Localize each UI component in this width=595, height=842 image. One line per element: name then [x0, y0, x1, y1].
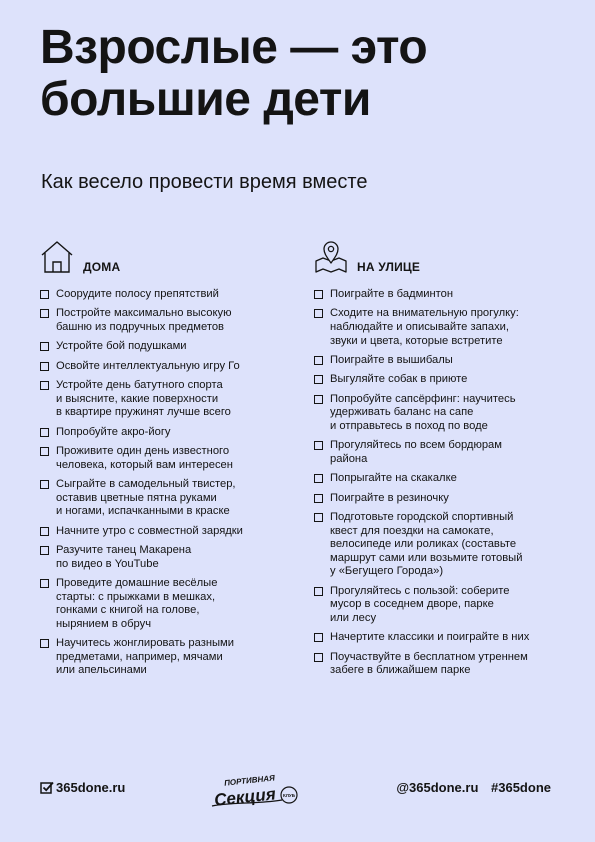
checklist-item-text: Соорудите полосу препятствий — [56, 288, 219, 300]
checklist-item-text: Начните утро с совместной зарядки — [56, 524, 243, 537]
checkbox[interactable] — [40, 546, 49, 555]
checklist-item-text: Устройте день батутного спорта и выясните, какие поверхности в квартире пружинят лучше всего — [56, 379, 231, 419]
checklist-item-text: Поиграйте в вышибалы — [330, 353, 453, 366]
column-title-outside: НА УЛИЦЕ — [357, 260, 421, 274]
column-home — [40, 240, 280, 684]
checkbox[interactable] — [314, 474, 323, 483]
checklist-item — [314, 288, 554, 302]
social-links — [396, 780, 551, 795]
map-pin-icon — [314, 240, 348, 274]
checkbox[interactable] — [40, 527, 49, 536]
checklist-item-text: Выгуляйте собак в приюте — [330, 373, 468, 386]
checkbox[interactable] — [314, 395, 323, 404]
checkbox[interactable] — [314, 587, 323, 596]
checklist-item-text: Попробуйте сапсёрфинг: научитесь удерживать баланс на сапе и отправьтесь в поход по воде — [330, 392, 516, 432]
checkbox[interactable] — [40, 480, 49, 489]
checklist-item — [314, 472, 554, 486]
checkbox[interactable] — [40, 639, 49, 648]
checklist-item-text: Поиграйте в резиночку — [330, 491, 449, 504]
checklist-item-text: Прогуляйтесь по всем бордюрам района — [330, 439, 502, 465]
checklist-item — [314, 373, 554, 387]
checkbox[interactable] — [314, 356, 323, 365]
checklist-item-text: Научитесь жонглировать разными предметами, например, мячами или апельсинами — [56, 637, 234, 677]
checkbox[interactable] — [314, 441, 323, 450]
checkbox[interactable] — [40, 428, 49, 437]
checkbox[interactable] — [314, 653, 323, 662]
checklist-item — [314, 651, 554, 678]
title-line-2: большие дети — [40, 73, 371, 126]
column-header-outside — [314, 240, 554, 288]
checklist-item-text: Попробуйте акро-йогу — [56, 425, 171, 438]
site-link[interactable] — [40, 780, 125, 795]
checklist-item-text: Попрыгайте на скакалке — [330, 472, 457, 485]
checklist-item-text: Постройте максимально высокую башню из подручных предметов — [56, 307, 232, 333]
site-link-text: 365done.ru — [56, 780, 126, 795]
checkbox[interactable] — [40, 309, 49, 318]
checkbox[interactable] — [314, 633, 323, 642]
checklist-item — [314, 439, 554, 466]
checklist-item — [40, 379, 280, 420]
checklist-item — [40, 445, 280, 472]
checklist-item — [40, 478, 280, 519]
checkbox[interactable] — [40, 362, 49, 371]
column-header-home — [40, 240, 280, 288]
checkbox[interactable] — [40, 447, 49, 456]
checklist-item — [40, 426, 280, 440]
checkbox[interactable] — [40, 342, 49, 351]
checklist-item — [40, 307, 280, 334]
check-box-icon — [40, 781, 54, 795]
checklist-item-text: Сходите на внимательную прогулку: наблюдайте и описывайте запахи, звуки и цвета, которые встретите — [330, 307, 519, 347]
checklist-item — [314, 585, 554, 626]
checkbox[interactable] — [314, 375, 323, 384]
logo-text-main: Секция — [213, 784, 277, 810]
checklist-item — [40, 637, 280, 678]
checklist-item-text: Освойте интеллектуальную игру Го — [56, 359, 240, 372]
checklist-item-text: Подготовьте городской спортивный квест для поездки на самокате, велосипеде или роликах (составьте маршрут сами или возьмите готовый у «Бегущего Города») — [330, 511, 523, 578]
checklist-outside — [314, 288, 554, 678]
checklist-item — [40, 340, 280, 354]
checkbox[interactable] — [314, 513, 323, 522]
title-line-1: Взрослые — это — [40, 21, 428, 74]
checklist-item — [314, 511, 554, 579]
social-hashtag[interactable]: #365done — [491, 780, 551, 795]
logo-text-top: ПОРТИВНАЯ — [223, 773, 276, 788]
checkbox[interactable] — [314, 494, 323, 503]
logo-badge: КЛУБ — [283, 793, 295, 798]
checklist-item — [40, 288, 280, 302]
page-subtitle: Как весело провести время вместе — [41, 171, 368, 193]
checkbox[interactable] — [314, 309, 323, 318]
column-outside — [314, 240, 554, 684]
sport-section-logo — [210, 770, 304, 812]
checklist-item-text: Устройте бой подушками — [56, 340, 187, 353]
checklist-item-text: Разучите танец Макарена по видео в YouTube — [56, 544, 192, 570]
checklist-item — [314, 631, 554, 645]
house-icon — [40, 240, 74, 274]
checklist-home — [40, 288, 280, 678]
column-title-home: ДОМА — [83, 260, 121, 274]
checklist-item — [40, 525, 280, 539]
checkbox[interactable] — [314, 290, 323, 299]
checklist-item-text: Начертите классики и поиграйте в них — [330, 631, 530, 644]
checkbox[interactable] — [40, 290, 49, 299]
checklist-item-text: Проживите один день известного человека, который вам интересен — [56, 445, 233, 471]
checkbox[interactable] — [40, 579, 49, 588]
checklist-item-text: Проведите домашние весёлые старты: с прыжками в мешках, гонками с книгой на голове, нырянием в обруч — [56, 577, 218, 630]
checklist-item-text: Поиграйте в бадминтон — [330, 288, 454, 300]
checklist-item — [314, 307, 554, 348]
footer — [40, 773, 555, 816]
checklist-item — [40, 360, 280, 374]
checklist-item-text: Поучаствуйте в бесплатном утреннем забеге в ближайшем парке — [330, 650, 528, 677]
checklist-item — [40, 544, 280, 571]
checklist-item-text: Прогуляйтесь с пользой: соберите мусор в соседнем дворе, парке или лесу — [330, 584, 510, 625]
checklist-item-text: Сыграйте в самодельный твистер, оставив цветные пятна руками и ногами, испачканными в краске — [56, 478, 236, 518]
social-handle[interactable]: @365done.ru — [396, 780, 479, 795]
checklist-item — [314, 354, 554, 368]
checklist-item — [40, 577, 280, 631]
checklist-item — [314, 492, 554, 506]
checklist-item — [314, 393, 554, 434]
checkbox[interactable] — [40, 381, 49, 390]
page-title — [40, 22, 560, 126]
